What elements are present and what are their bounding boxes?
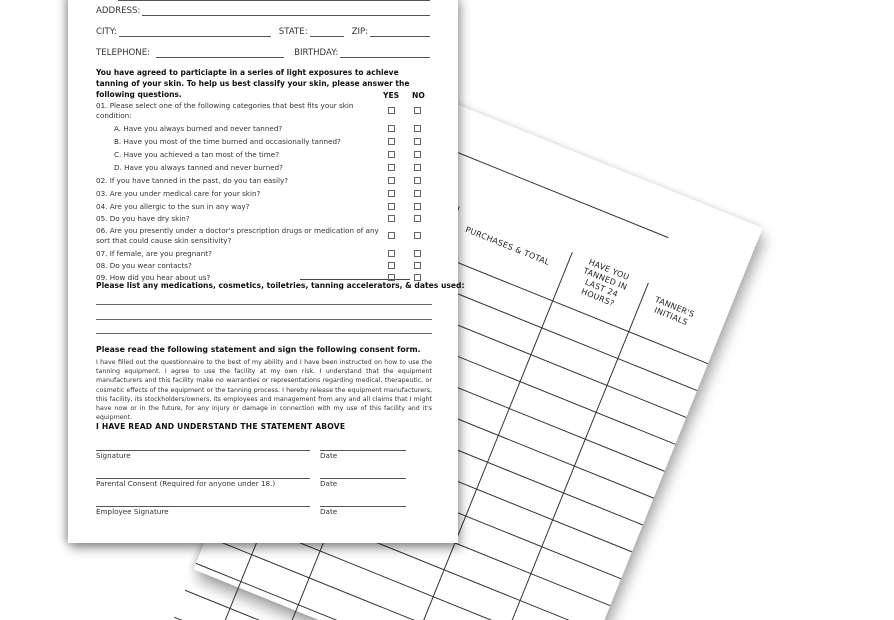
no-checkbox[interactable] (414, 232, 421, 239)
zip-field[interactable] (370, 28, 430, 37)
question-06: 06. Are you presently under a doctor's prescription drugs or medication of any sort that could cause skin sensitivity? (96, 226, 379, 245)
question-01d: D. Have you always tanned and never burned? (114, 163, 283, 172)
no-header: NO (412, 91, 425, 100)
no-checkbox[interactable] (414, 107, 421, 114)
signature-label: Signature (96, 451, 131, 460)
telephone-row (96, 48, 430, 58)
medications-heading: Please list any medications, cosmetics, toiletries, tanning accelerators, & dates used: (96, 281, 465, 290)
no-checkbox[interactable] (414, 274, 421, 281)
medications-line[interactable] (96, 319, 432, 320)
employee-signature-label: Employee Signature (96, 507, 169, 516)
yes-checkbox[interactable] (388, 177, 395, 184)
yes-checkbox[interactable] (388, 107, 395, 114)
city-row (96, 27, 430, 37)
yes-checkbox[interactable] (388, 232, 395, 239)
no-checkbox[interactable] (414, 262, 421, 269)
question-07: 07. If female, are you pregnant? (96, 249, 212, 258)
column-header-tanned-24h: HAVE YOU TANNED IN LAST 24 HOURS? (579, 257, 631, 309)
intro-text: You have agreed to particiapte in a series of light exposures to achieve tanning of your skin. To help us best classify your skin, please answer the following questions. (96, 68, 410, 99)
question-01b: B. Have you most of the time burned and occasionally tanned? (114, 137, 341, 146)
birthday-field[interactable] (340, 49, 430, 58)
telephone-label: TELEPHONE: (96, 48, 151, 58)
column-header-initials: TANNER'S INITIALS (652, 295, 696, 328)
city-label: CITY: (96, 27, 117, 37)
yes-checkbox[interactable] (388, 262, 395, 269)
yes-checkbox[interactable] (388, 164, 395, 171)
question-02: 02. If you have tanned in the past, do you tan easily? (96, 176, 289, 185)
no-checkbox[interactable] (414, 177, 421, 184)
consent-body: I have filled out the questionnaire to the best of my ability and I have been instructed on how to use the tanning equipment. I agree to use the facility at my own risk. I understand that the equipment manufacturers and this facility make no warranties or representations regarding medical, therapeutic, or cosmetic effects of the equipment or the tanning process. I hereby release the equipment manufacturers, this facility, its stockholders/owners, its employees and management from any and all claims that I might have now or in the future, for any injury or damage in connection with my use of this facility and it's equipment. (96, 359, 432, 422)
address-row (96, 6, 430, 16)
telephone-field[interactable] (156, 49, 284, 58)
no-checkbox[interactable] (414, 190, 421, 197)
medications-line[interactable] (96, 333, 432, 334)
date-label: Date (320, 479, 338, 488)
consent-form-sheet (68, 0, 465, 543)
question-05: 05. Do you have dry skin? (96, 214, 190, 223)
no-checkbox[interactable] (414, 151, 421, 158)
address-field[interactable] (142, 7, 430, 16)
state-label: STATE: (278, 27, 308, 37)
yes-checkbox[interactable] (388, 190, 395, 197)
state-field[interactable] (310, 28, 344, 37)
city-field[interactable] (119, 28, 271, 37)
question-01a: A. Have you always burned and never tanned? (114, 124, 283, 133)
date-label: Date (320, 507, 338, 516)
name-field-line[interactable] (118, 0, 430, 1)
yes-checkbox[interactable] (388, 125, 395, 132)
medications-line[interactable] (96, 304, 432, 305)
no-checkbox[interactable] (414, 138, 421, 145)
no-checkbox[interactable] (414, 250, 421, 257)
question-01c: C. Have you achieved a tan most of the time? (114, 150, 280, 159)
birthday-label: BIRTHDAY: (294, 48, 339, 58)
no-checkbox[interactable] (414, 164, 421, 171)
address-label: ADDRESS: (96, 6, 141, 16)
yes-checkbox[interactable] (388, 215, 395, 222)
question-03: 03. Are you under medical care for your skin? (96, 189, 261, 198)
date-label: Date (320, 451, 338, 460)
question-08: 08. Do you wear contacts? (96, 261, 192, 270)
yes-checkbox[interactable] (388, 151, 395, 158)
column-header-purchases: PURCHASES & TOTAL (464, 224, 551, 268)
acknowledgement-heading: I HAVE READ AND UNDERSTAND THE STATEMENT ABOVE (96, 422, 346, 431)
question-04: 04. Are you allergic to the sun in any way? (96, 202, 250, 211)
zip-label: ZIP: (351, 27, 369, 37)
yes-header: YES (383, 91, 400, 100)
yes-checkbox[interactable] (388, 203, 395, 210)
yes-checkbox[interactable] (388, 274, 395, 281)
parental-consent-label: Parental Consent (Required for anyone under 18.) (96, 479, 276, 488)
question-01: 01. Please select one of the following categories that best fits your skin condition: (96, 101, 354, 120)
no-checkbox[interactable] (414, 203, 421, 210)
yes-checkbox[interactable] (388, 138, 395, 145)
yes-checkbox[interactable] (388, 250, 395, 257)
no-checkbox[interactable] (414, 125, 421, 132)
question-09: 09. How did you hear about us? (96, 273, 211, 282)
no-checkbox[interactable] (414, 215, 421, 222)
consent-heading: Please read the following statement and sign the following consent form. (96, 345, 421, 354)
